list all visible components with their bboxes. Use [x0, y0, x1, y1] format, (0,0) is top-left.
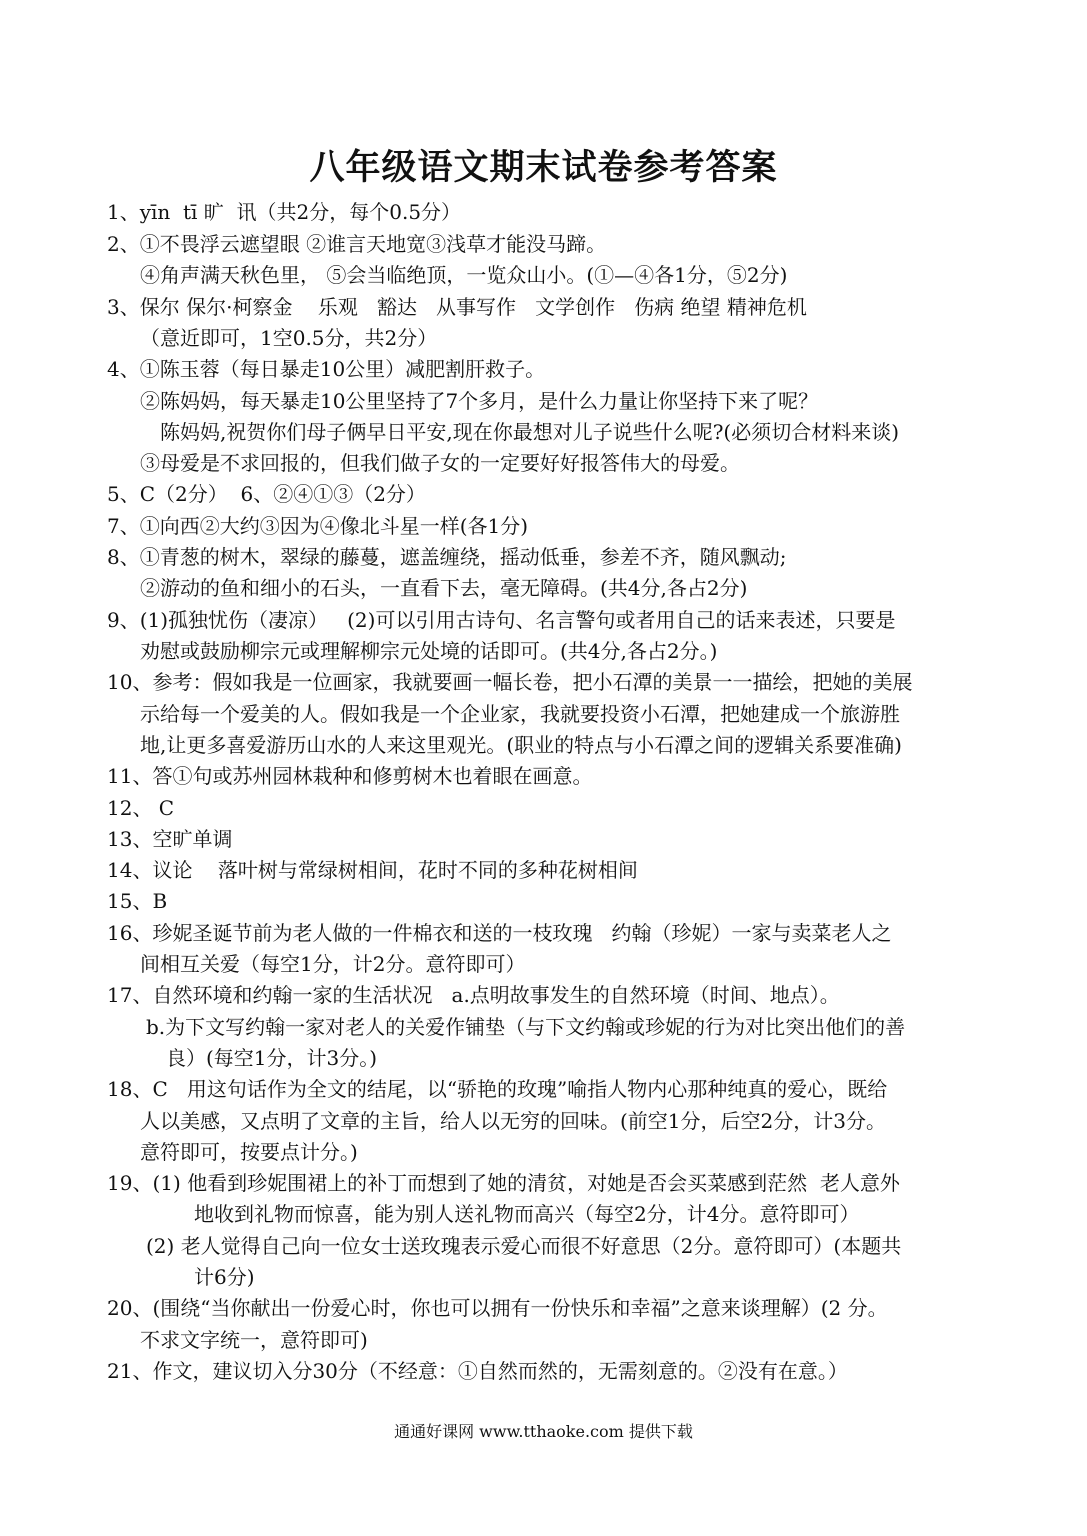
answer-line: 3、保尔 保尔·柯察金 乐观 豁达 从事写作 文学创作 伤病 绝望 精神危机 — [107, 295, 807, 319]
answer-line: 16、珍妮圣诞节前为老人做的一件棉衣和送的一枝玫瑰 约翰（珍妮）一家与卖菜老人之 — [107, 921, 892, 945]
answer-line: 15、B — [107, 889, 168, 913]
answer-line: 8、①青葱的树木，翠绿的藤蔓，遮盖缠绕，摇动低垂，参差不齐，随风飘动; — [107, 545, 787, 569]
answer-line: 20、(围绕“当你献出一份爱心时，你也可以拥有一份快乐和幸福”之意来谈理解）(2 分。 — [107, 1296, 888, 1320]
answer-line: 12、 C — [107, 796, 175, 820]
answer-line: 5、C（2分） 6、②④①③（2分） — [107, 482, 426, 506]
answer-line: 7、①向西②大约③因为④像北斗星一样(各1分) — [107, 514, 529, 538]
answer-line: 意符即可，按要点计分。) — [140, 1140, 358, 1164]
answer-line: 劝慰或鼓励柳宗元或理解柳宗元处境的话即可。(共4分,各占2分。) — [140, 639, 718, 663]
answer-line: 示给每一个爱美的人。假如我是一个企业家，我就要投资小石潭，把她建成一个旅游胜 — [140, 702, 900, 726]
answer-line: 地,让更多喜爱游历山水的人来这里观光。(职业的特点与小石潭之间的逻辑关系要准确) — [140, 733, 902, 757]
answer-line: 14、议论 落叶树与常绿树相间，花时不同的多种花树相间 — [107, 858, 638, 882]
answer-line: 良）(每空1分，计3分。) — [166, 1046, 378, 1070]
answer-line: ③母爱是不求回报的，但我们做子女的一定要好好报答伟大的母爱。 — [140, 451, 740, 475]
answer-line: 13、空旷单调 — [107, 827, 233, 851]
answer-line: 21、作文，建议切入分30分（不经意：①自然而然的，无需刻意的。②没有在意。） — [107, 1359, 848, 1383]
answer-line: 19、(1) 他看到珍妮围裙上的补丁而想到了她的清贫，对她是否会买菜感到茫然 老人意外 — [107, 1171, 900, 1195]
answer-line: ②游动的鱼和细小的石头，一直看下去，毫无障碍。(共4分,各占2分) — [140, 576, 748, 600]
answer-line: （意近即可，1空0.5分，共2分） — [140, 326, 438, 350]
page-title: 八年级语文期末试卷参考答案 — [309, 147, 778, 188]
answer-line: 2、①不畏浮云遮望眼 ②谁言天地宽③浅草才能没马蹄。 — [107, 232, 607, 256]
answer-line: (2) 老人觉得自己向一位女士送玫瑰表示爱心而很不好意思（2分。意符即可）(本题共 — [146, 1234, 902, 1258]
answer-line: 计6分) — [194, 1265, 255, 1289]
answer-line: 17、自然环境和约翰一家的生活状况 a.点明故事发生的自然环境（时间、地点）。 — [107, 983, 840, 1007]
answer-line: 1、yīn tī 旷 讯（共2分，每个0.5分） — [107, 200, 462, 224]
answer-line: ②陈妈妈，每天暴走10公里坚持了7个多月，是什么力量让你坚持下来了呢？ — [140, 389, 819, 413]
answer-line: 10、参考：假如我是一位画家，我就要画一幅长卷，把小石潭的美景一一描绘，把她的美展 — [107, 670, 913, 694]
answer-line: 间相互关爱（每空1分，计2分。意符即可） — [140, 952, 526, 976]
answer-line: 人以美感，又点明了文章的主旨，给人以无穷的回味。(前空1分，后空2分，计3分。 — [140, 1109, 886, 1133]
answer-line: 9、(1)孤独忧伤（凄凉） (2)可以引用古诗句、名言警句或者用自己的话来表述，只要是 — [107, 608, 896, 632]
answer-line: b.为下文写约翰一家对老人的关爱作铺垫（与下文约翰或珍妮的行为对比突出他们的善 — [146, 1015, 906, 1039]
answer-line: 陈妈妈,祝贺你们母子俩早日平安,现在你最想对儿子说些什么呢?(必须切合材料来谈) — [160, 420, 900, 444]
answer-line: ④角声满天秋色里， ⑤会当临绝顶，一览众山小。(①—④各1分，⑤2分) — [140, 263, 788, 287]
answer-line: 11、答①句或苏州园林栽种和修剪树木也着眼在画意。 — [107, 764, 593, 788]
answer-line: 18、C 用这句话作为全文的结尾，以“骄艳的玫瑰”喻指人物内心那种纯真的爱心，既给 — [107, 1077, 888, 1101]
answer-line: 地收到礼物而惊喜，能为别人送礼物而高兴（每空2分，计4分。意符即可） — [194, 1202, 860, 1226]
answer-line: 不求文字统一，意符即可) — [140, 1328, 368, 1352]
answer-line: 4、①陈玉蓉（每日暴走10公里）减肥割肝救子。 — [107, 357, 546, 381]
footer-credit: 通通好课网 www.tthaoke.com 提供下载 — [394, 1422, 693, 1441]
